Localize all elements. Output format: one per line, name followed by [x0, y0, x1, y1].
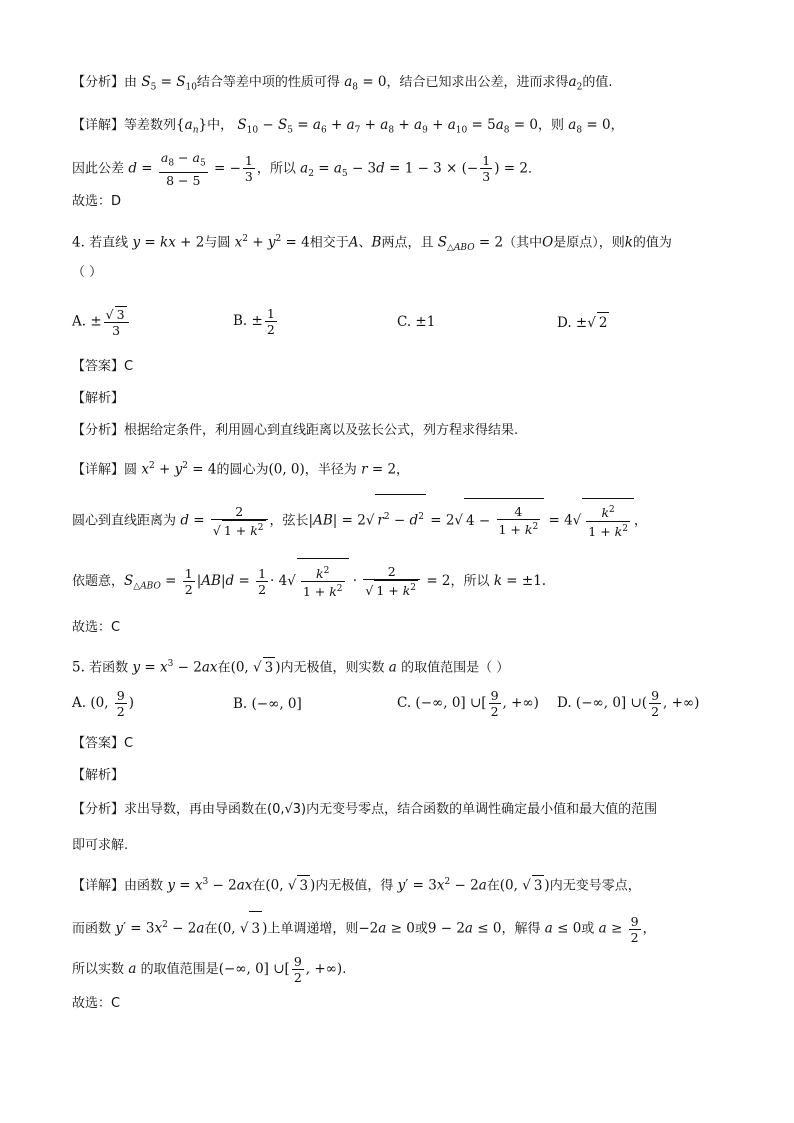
q4-area-line: 依题意，$S_{\triangle ABO}$ = $\frac{1}{2}$ |AB|d = $\frac{1}{2}$ · 4√ $\frac{k^2}{1 + k^2}$ · $\frac{2}{√ 1 + k^2}$ = 2，所以 k = ±1.: [72, 558, 546, 609]
q5-detail-line-3: 所以实数 a 的取值范围是(−∞, 0] ∪[ $\frac{9}{2}$ , +∞).: [72, 954, 347, 985]
q5-choice-b: B. (−∞, 0]: [233, 696, 302, 712]
q3-conclusion: 故选：D: [72, 194, 122, 209]
q5-answer: 【答案】C: [72, 736, 134, 751]
q4-stem: 4. 若直线 y = kx + 2与圆 $x^2 + y^2 = 4$相交于A、B两点，且 $S_{\triangle ABO} = 2$（其中O是原点），则k的值为: [72, 234, 672, 254]
q4-choice-c: C. ±1: [397, 314, 436, 330]
detail-tag: 【详解】: [72, 118, 125, 133]
analysis-tag: 【分析】: [72, 75, 125, 90]
q5-conclusion: 故选：C: [72, 996, 121, 1011]
q4-answer: 【答案】C: [72, 359, 134, 374]
q5-analysis-1: 【分析】求出导数，再由导函数在(0,√3)内无变号零点，结合函数的单调性确定最小值和最大值的范围: [72, 802, 658, 817]
q5-stem: 5. 若函数 $y = x^3 - 2ax$在(0, √ 3 )内无极值，则实数 a 的取值范围是（ ）: [72, 654, 509, 679]
q5-choice-d: D. (−∞, 0] ∪( $\frac{9}{2}$ , +∞): [557, 688, 700, 719]
q4-choice-d: D. ±√ 2: [557, 312, 609, 333]
q3-detail-line-2: 因此公差 d = $\frac{a_8 - a_5}{8 - 5}$ = − $\frac{1}{3}$ ，所以 $a_2 = a_5 - 3d = 1 - 3$ × (− $\frac{1}{3}$ ) = 2．: [72, 150, 541, 188]
q4-choice-a: A. ± $\frac{√ 3}{3}$: [72, 306, 131, 338]
q4-analysis: 【分析】根据给定条件，利用圆心到直线距离以及弦长公式，列方程求得结果.: [72, 423, 519, 438]
q4-detail-line: 【详解】圆 $x^2 + y^2 = 4$的圆心为(0, 0)，半径为 r = 2，: [72, 461, 410, 478]
q4-distance-line: 圆心到直线距离为 d = $\frac{2}{√ 1 + k^2}$ ，弦长|AB| = 2√ $r^2 - d^2 = 2√$ 4 − $\frac{4}{1 + k^2}$ = 4√ $\frac{k^2}{1 + k^2}$ ，: [72, 494, 647, 544]
q4-choice-b: B. ± $\frac{1}{2}$: [233, 306, 275, 337]
q4-stem-bracket: （ ）: [72, 265, 103, 280]
q3-detail-line: 【详解】等差数列$\{a_n\}$中， $S_{10} - S_5 = a_6 + a_7 + a_8 + a_9 + a_{10} = 5a_8 = 0$，则 $a_8 = 0$，: [72, 117, 624, 136]
q5-jiexi: 【解析】: [72, 768, 125, 783]
q5-choice-a: A. (0, $\frac{9}{2}$ ): [72, 688, 135, 719]
q5-detail-line-2: 而函数 $y' = 3x^2 - 2a$在(0, √ 3 )上单调递增，则−2a ≥ 0或9 − 2a ≤ 0，解得 a ≤ 0或 a ≥ $\frac{9}{2}$ ，: [72, 908, 656, 947]
q4-jiexi: 【解析】: [72, 391, 125, 406]
q4-conclusion: 故选：C: [72, 620, 121, 635]
q5-analysis-2: 即可求解.: [72, 838, 129, 853]
q5-choice-c: C. (−∞, 0] ∪[ $\frac{9}{2}$ , +∞): [397, 688, 539, 719]
q5-detail-line-1: 【详解】由函数 $y = x^3 - 2ax$在(0, √ 3 )内无极值，得 $y' = 3x^2 - 2a$在(0, √ 3 )内无变号零点，: [72, 872, 641, 897]
q3-analysis-line: 【分析】由 $S_5 = S_{10}$结合等差中项的性质可得 $a_8 = 0$，结合已知求出公差，进而求得$a_2$的值.: [72, 74, 613, 93]
